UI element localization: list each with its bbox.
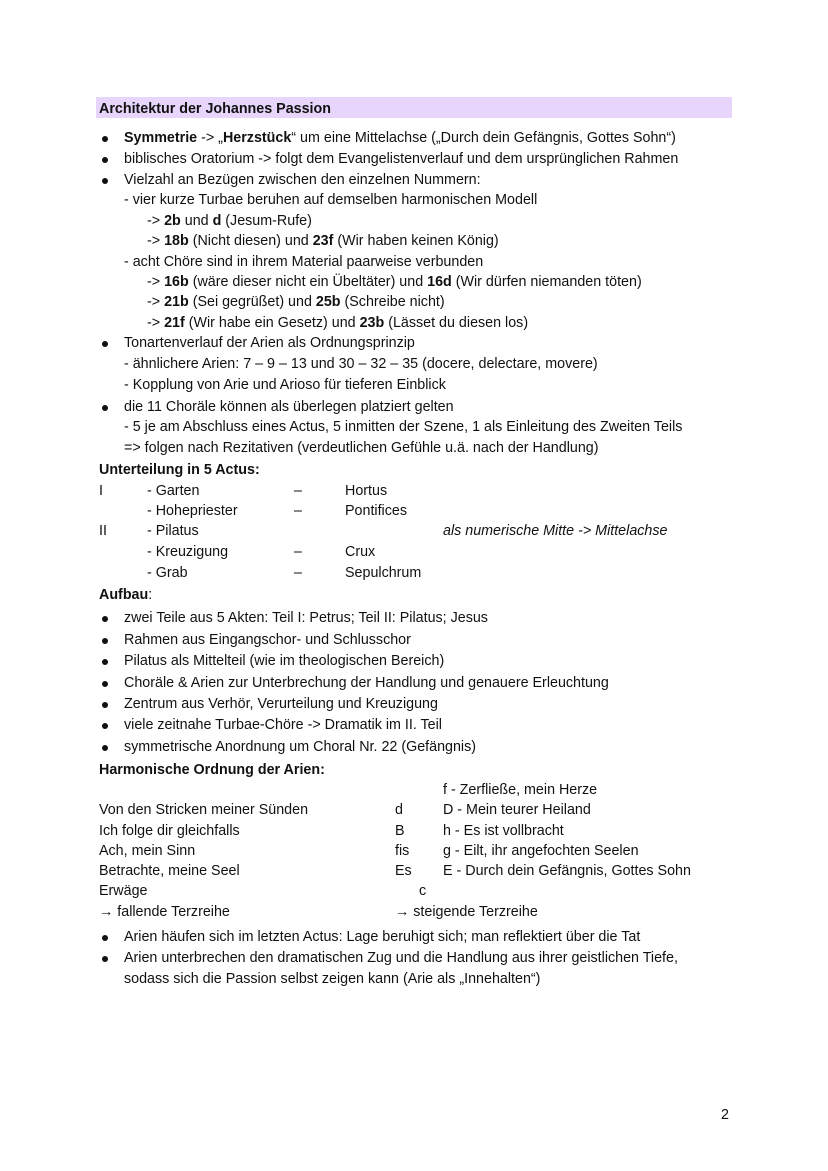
bullet-dot	[102, 956, 108, 962]
harmonie-key: B	[395, 823, 405, 839]
page-title: Architektur der Johannes Passion	[99, 101, 331, 117]
actus-latin: Sepulchrum	[345, 565, 422, 581]
actus-dash: –	[294, 565, 302, 581]
actus-name: - Pilatus	[147, 523, 199, 539]
bullet-dot	[102, 702, 108, 708]
harmonie-key: Es	[395, 863, 412, 879]
aufbau-heading: Aufbau:	[99, 587, 153, 603]
sub-choere: - acht Chöre sind in ihrem Material paarweise verbunden	[124, 254, 484, 270]
bullet-dot	[102, 157, 108, 163]
actus-heading: Unterteilung in 5 Actus:	[99, 462, 260, 478]
bullet-symmetrie: Symmetrie -> „Herzstück“ um eine Mittelachse („Durch dein Gefängnis, Gottes Sohn“)	[124, 130, 676, 146]
sub-arien: - ähnlichere Arien: 7 – 9 – 13 und 30 – 32 – 35 (docere, delectare, movere)	[124, 356, 598, 372]
aufbau-item: Rahmen aus Eingangschor- und Schlusschor	[124, 632, 411, 648]
harmonie-key-c: c	[419, 883, 427, 899]
bullet-bezuege: Vielzahl an Bezügen zwischen den einzelnen Nummern:	[124, 172, 481, 188]
aufbau-item: Pilatus als Mittelteil (wie im theologischen Bereich)	[124, 653, 445, 669]
aufbau-item: zwei Teile aus 5 Akten: Teil I: Petrus; Teil II: Pilatus; Jesus	[124, 610, 488, 626]
actus-roman: I	[99, 483, 103, 499]
bullet-tonarten: Tonartenverlauf der Arien als Ordnungsprinzip	[124, 335, 415, 351]
harmonie-left: Ich folge dir gleichfalls	[99, 823, 240, 839]
actus-latin: Crux	[345, 544, 376, 560]
bullet-dot	[102, 745, 108, 751]
sub-choere-pair-2: -> 21b (Sei gegrüßet) und 25b (Schreibe nicht)	[147, 294, 445, 310]
sub-kopplung: - Kopplung von Arie und Arioso für tieferen Einblick	[124, 377, 446, 393]
harmonie-left: Erwäge	[99, 883, 148, 899]
bullet-dot	[102, 723, 108, 729]
final-bullet-2: Arien unterbrechen den dramatischen Zug und die Handlung aus ihrer geistlichen Tiefe,	[124, 950, 678, 966]
actus-dash: –	[294, 503, 302, 519]
harmonie-right: h - Es ist vollbracht	[443, 823, 564, 839]
bullet-dot	[102, 616, 108, 622]
harmonie-right: g - Eilt, ihr angefochten Seelen	[443, 843, 639, 859]
sub-turbae-pair-2: -> 18b (Nicht diesen) und 23f (Wir haben keinen König)	[147, 233, 499, 249]
actus-dash: –	[294, 483, 302, 499]
steigende-terzreihe: → steigende Terzreihe	[395, 904, 538, 920]
actus-roman: II	[99, 523, 107, 539]
harmonie-left: Betrachte, meine Seel	[99, 863, 240, 879]
bullet-dot	[102, 638, 108, 644]
bullet-dot	[102, 178, 108, 184]
actus-latin: Pontifices	[345, 503, 407, 519]
actus-dash: –	[294, 544, 302, 560]
harmonie-key: fis	[395, 843, 410, 859]
harmonie-right: f - Zerfließe, mein Herze	[443, 782, 598, 798]
harmonie-heading: Harmonische Ordnung der Arien:	[99, 762, 325, 778]
sub-choraele-2: => folgen nach Rezitativen (verdeutlichen Gefühle u.ä. nach der Handlung)	[124, 440, 599, 456]
final-bullet-1: Arien häufen sich im letzten Actus: Lage beruhigt sich; man reflektiert über die Tat	[124, 929, 641, 945]
actus-name: - Hohepriester	[147, 503, 238, 519]
harmonie-left: Von den Stricken meiner Sünden	[99, 802, 309, 818]
bullet-dot	[102, 659, 108, 665]
actus-name: - Garten	[147, 483, 200, 499]
sub-choraele-1: - 5 je am Abschluss eines Actus, 5 inmitten der Szene, 1 als Einleitung des Zweiten Teils	[124, 419, 683, 435]
aufbau-item: Zentrum aus Verhör, Verurteilung und Kreuzigung	[124, 696, 438, 712]
actus-name: - Kreuzigung	[147, 544, 229, 560]
bullet-choraele: die 11 Choräle können als überlegen platziert gelten	[124, 399, 454, 415]
aufbau-item: viele zeitnahe Turbae-Chöre -> Dramatik im II. Teil	[124, 717, 442, 733]
actus-note: als numerische Mitte -> Mittelachse	[443, 523, 668, 539]
bullet-dot	[102, 136, 108, 142]
fallende-terzreihe: → fallende Terzreihe	[99, 904, 230, 920]
bullet-dot	[102, 341, 108, 347]
harmonie-right: D - Mein teurer Heiland	[443, 802, 591, 818]
harmonie-left: Ach, mein Sinn	[99, 843, 196, 859]
sub-choere-pair-3: -> 21f (Wir habe ein Gesetz) und 23b (Lässet du diesen los)	[147, 315, 529, 331]
page-number: 2	[721, 1107, 729, 1123]
actus-latin: Hortus	[345, 483, 388, 499]
sub-turbae-pair-1: -> 2b und d (Jesum-Rufe)	[147, 213, 312, 229]
actus-name: - Grab	[147, 565, 188, 581]
bullet-oratorium: biblisches Oratorium -> folgt dem Evangelistenverlauf und dem ursprünglichen Rahmen	[124, 151, 679, 167]
harmonie-key: d	[395, 802, 403, 818]
bullet-dot	[102, 405, 108, 411]
aufbau-item: Choräle & Arien zur Unterbrechung der Handlung und genauere Erleuchtung	[124, 675, 609, 691]
final-bullet-2-cont: sodass sich die Passion selbst zeigen kann (Arie als „Innehalten“)	[124, 971, 541, 987]
bullet-dot	[102, 681, 108, 687]
bullet-dot	[102, 935, 108, 941]
sub-turbae: - vier kurze Turbae beruhen auf demselben harmonischen Modell	[124, 192, 538, 208]
aufbau-item: symmetrische Anordnung um Choral Nr. 22 (Gefängnis)	[124, 739, 477, 755]
harmonie-right: E - Durch dein Gefängnis, Gottes Sohn	[443, 863, 691, 879]
sub-choere-pair-1: -> 16b (wäre dieser nicht ein Übeltäter) und 16d (Wir dürfen niemanden töten)	[147, 274, 642, 290]
